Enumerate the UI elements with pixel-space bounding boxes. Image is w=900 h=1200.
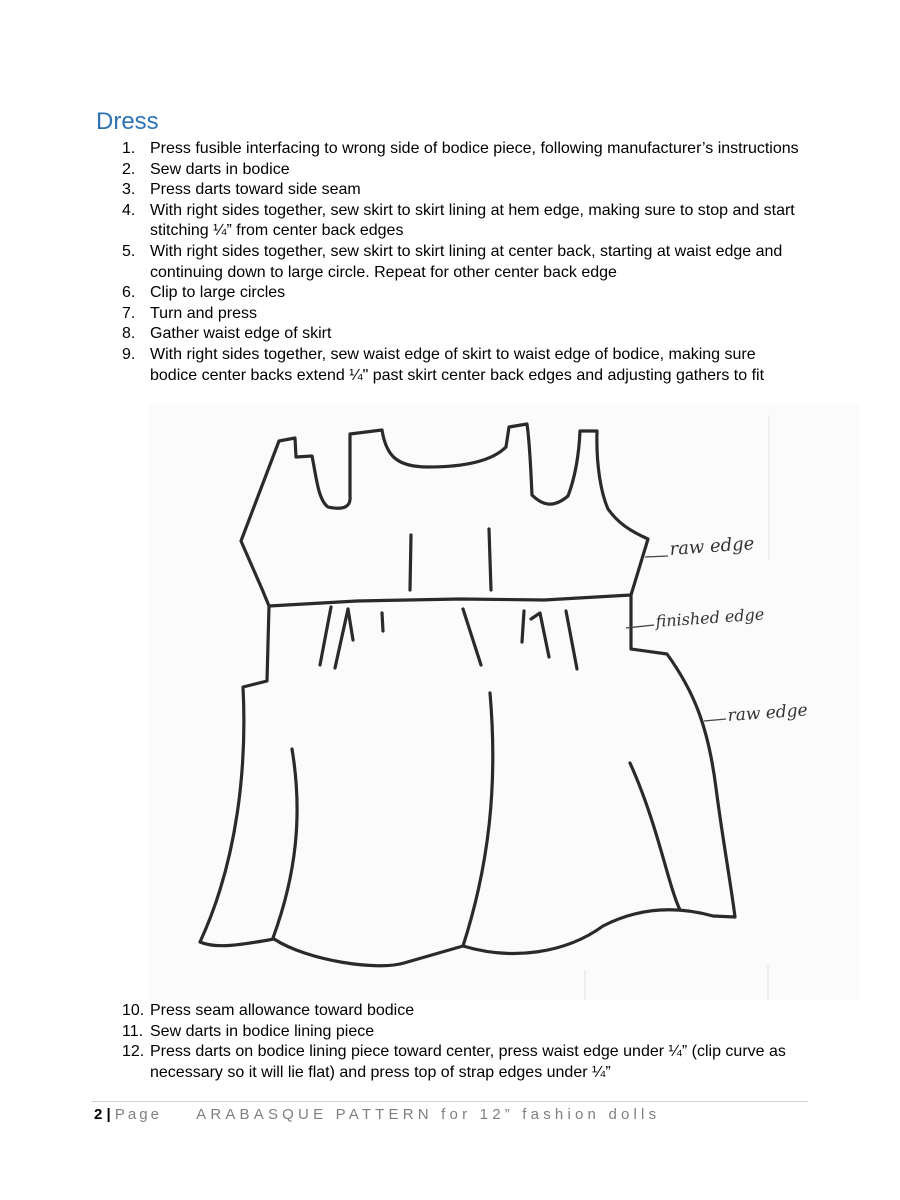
gather-mark xyxy=(382,613,383,631)
label-finished-edge: finished edge xyxy=(654,604,765,631)
step-number: 5. xyxy=(122,242,136,260)
step-text: Press fusible interfacing to wrong side of bodice piece, following manufacturer’s instructions xyxy=(150,140,799,157)
step-text: With right sides together, sew skirt to skirt lining at hem edge, making sure to stop and start stitching ¼” from center back edges xyxy=(150,201,795,240)
list-item xyxy=(0,180,900,201)
step-number: 9. xyxy=(122,345,136,363)
step-number: 10. xyxy=(122,1002,145,1019)
instruction-list-continued xyxy=(0,1001,900,1083)
step-text: Sew darts in bodice lining piece xyxy=(150,1022,375,1040)
step-number: 7. xyxy=(122,304,136,322)
page-number: 2 xyxy=(94,1106,103,1123)
step-number: 2. xyxy=(122,160,136,178)
step-number: 12. xyxy=(122,1043,145,1061)
step-number: 4. xyxy=(122,201,136,219)
step-text: Clip to large circles xyxy=(150,284,286,302)
label-raw-edge-top: raw edge xyxy=(668,533,755,560)
step-text: Turn and press xyxy=(150,304,258,322)
step-number: 11. xyxy=(122,1022,144,1040)
step-number: 1. xyxy=(122,140,136,157)
dress-sketch xyxy=(148,405,860,1000)
list-item xyxy=(0,345,900,386)
list-item xyxy=(0,304,900,325)
list-item xyxy=(0,1022,900,1043)
list-item xyxy=(0,1042,900,1083)
step-text: Press seam allowance toward bodice xyxy=(150,1002,415,1019)
step-text: Press darts on bodice lining piece toward center, press waist edge under ¼” (clip curve as necessary so it will lie flat) and press top of strap edges under ¼” xyxy=(150,1043,786,1081)
bodice-dart-left xyxy=(410,535,411,590)
footer-separator: | xyxy=(106,1106,111,1123)
label-raw-edge-bottom: raw edge xyxy=(726,700,809,726)
step-number: 8. xyxy=(122,325,136,343)
step-text: Gather waist edge of skirt xyxy=(150,325,332,343)
footer-divider xyxy=(92,1101,808,1102)
gather-mark xyxy=(522,611,524,642)
document-title: ARABASQUE PATTERN for 12” fashion dolls xyxy=(196,1106,661,1123)
step-text: Sew darts in bodice xyxy=(150,160,290,178)
step-number: 6. xyxy=(122,284,136,302)
section-heading: Dress xyxy=(96,108,159,135)
step-number: 3. xyxy=(122,181,136,199)
step-text: Press darts toward side seam xyxy=(150,181,361,199)
page-footer xyxy=(94,1106,660,1123)
list-item xyxy=(0,201,900,242)
list-item xyxy=(0,160,900,181)
step-text: With right sides together, sew waist edge of skirt to waist edge of bodice, making sure bodice center backs extend ¼" past skirt center back edges and adjusting gathers to fit xyxy=(150,345,765,384)
step-text: With right sides together, sew skirt to skirt lining at center back, starting at waist edge and continuing down to large circle. Repeat for other center back edge xyxy=(150,242,783,281)
list-item xyxy=(0,324,900,345)
page-label: Page xyxy=(114,1106,162,1123)
list-item xyxy=(0,139,900,160)
list-item xyxy=(0,242,900,283)
list-item xyxy=(0,1001,900,1022)
bodice-dart-right xyxy=(489,529,491,590)
list-item xyxy=(0,283,900,304)
instruction-list xyxy=(0,139,900,386)
